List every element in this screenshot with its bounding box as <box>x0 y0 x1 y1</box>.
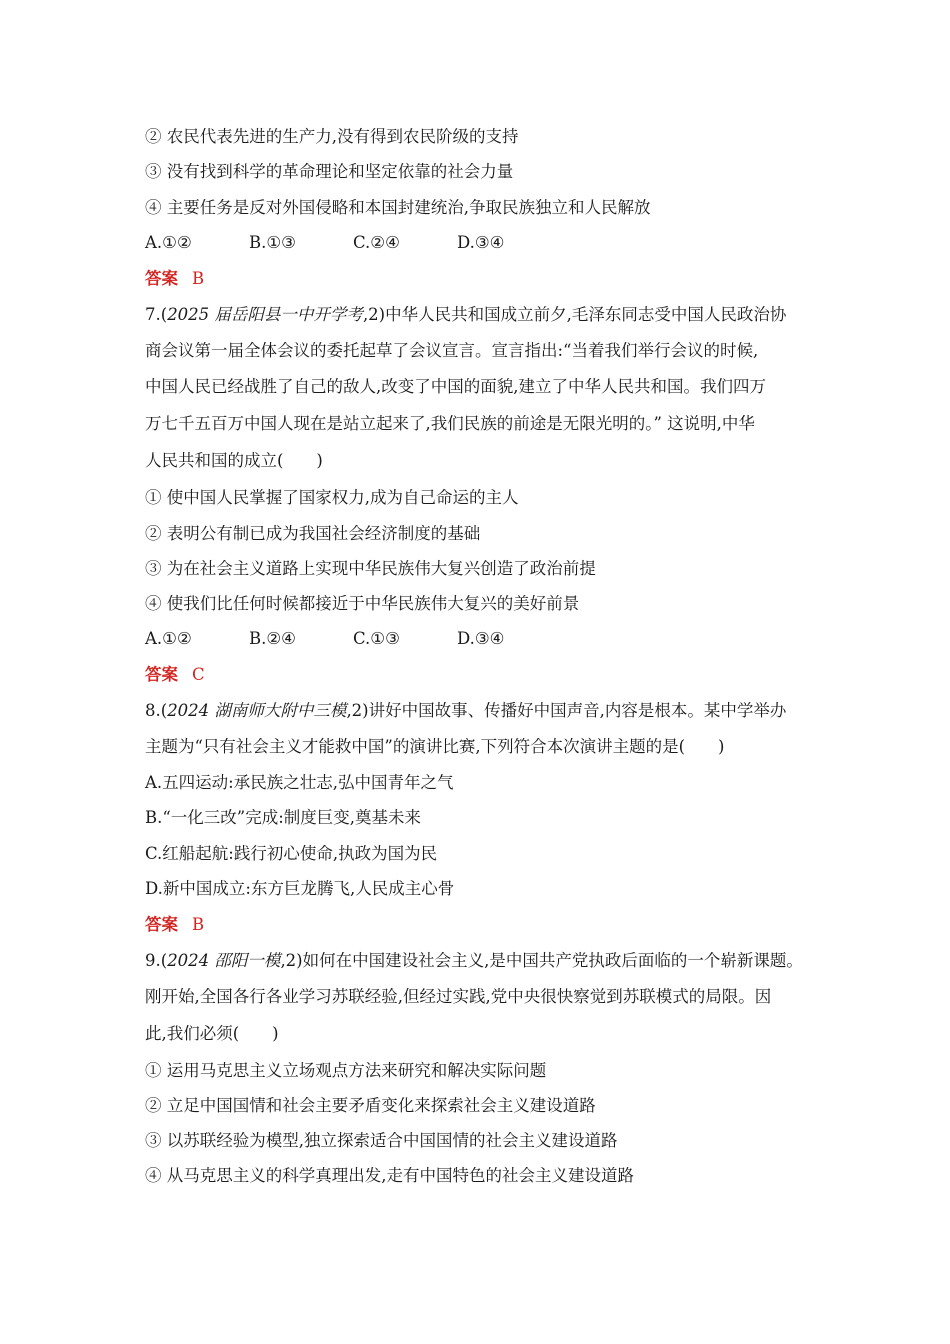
q9-item-1: ① 运用马克思主义立场观点方法来研究和解决实际问题 <box>145 1061 547 1080</box>
q7-answer <box>145 664 205 686</box>
q9-item-4: ④ 从马克思主义的科学真理出发,走有中国特色的社会主义建设道路 <box>145 1166 634 1185</box>
q9-stem-tail: ,2)如何在中国建设社会主义,是中国共产党执政后面临的一个崭新课题。 <box>280 951 803 970</box>
q6-answer <box>145 268 204 290</box>
q7-item-1: ① 使中国人民掌握了国家权力,成为自己命运的主人 <box>145 488 519 507</box>
q7-stem-line-3: 中国人民已经战胜了自己的敌人,改变了中国的面貌,建立了中华人民共和国。我们四万 <box>145 377 766 396</box>
q6-answer-value: B <box>192 269 205 288</box>
q9-item-3: ③ 以苏联经验为模型,独立探索适合中国国情的社会主义建设道路 <box>145 1131 618 1150</box>
q7-stem-line-2: 商会议第一届全体会议的委托起草了会议宣言。宣言指出:“当着我们举行会议的时候, <box>145 341 759 360</box>
q6-answer-label: 答案 <box>145 269 178 288</box>
q7-stem-line-4: 万七千五百万中国人现在是站立起来了,我们民族的前途是无限光明的。” 这说明,中华 <box>145 414 755 433</box>
q9-stem-line-2: 刚开始,全国各行各业学习苏联经验,但经过实践,党中央很快察觉到苏联模式的局限。因 <box>145 987 772 1006</box>
q6-option-b: B.①③ <box>249 233 296 252</box>
q8-option-a: A.五四运动:承民族之壮志,弘中国青年之气 <box>145 773 454 792</box>
q8-stem-line-2: 主题为“只有社会主义才能救中国”的演讲比赛,下列符合本次演讲主题的是( ) <box>145 737 725 756</box>
q8-option-d: D.新中国成立:东方巨龙腾飞,人民成主心骨 <box>145 879 455 898</box>
q8-answer-value: B <box>192 915 205 934</box>
q8-option-b: B.“一化三改”完成:制度巨变,奠基未来 <box>145 808 422 827</box>
q8-stem-line-1 <box>145 700 786 722</box>
q7-number: 7.( <box>145 305 168 324</box>
q7-item-2: ② 表明公有制已成为我国社会经济制度的基础 <box>145 524 481 543</box>
q6-item-2: ② 农民代表先进的生产力,没有得到农民阶级的支持 <box>145 127 519 146</box>
q7-stem-line-1 <box>145 304 786 326</box>
q6-item-3: ③ 没有找到科学的革命理论和坚定依靠的社会力量 <box>145 162 514 181</box>
q7-source: 2025 届岳阳县一中开学考 <box>167 305 363 324</box>
q6-option-a: A.①② <box>145 233 192 252</box>
q7-option-b: B.②④ <box>249 629 296 648</box>
q7-item-3: ③ 为在社会主义道路上实现中华民族伟大复兴创造了政治前提 <box>145 559 596 578</box>
q8-answer <box>145 914 204 936</box>
q9-source: 2024 邵阳一模 <box>167 951 281 970</box>
q6-options <box>145 232 561 254</box>
q9-number: 9.( <box>145 951 168 970</box>
q7-options <box>145 628 561 650</box>
q7-answer-value: C <box>192 665 205 684</box>
q7-option-d: D.③④ <box>457 629 505 648</box>
q8-source: 2024 湖南师大附中三模 <box>167 701 347 720</box>
q7-option-c: C.①③ <box>353 629 400 648</box>
q9-item-2: ② 立足中国国情和社会主要矛盾变化来探索社会主义建设道路 <box>145 1096 596 1115</box>
q9-stem-line-1 <box>145 950 803 972</box>
q7-option-a: A.①② <box>145 629 192 648</box>
q6-item-4: ④ 主要任务是反对外国侵略和本国封建统治,争取民族独立和人民解放 <box>145 198 651 217</box>
q9-stem-line-3: 此,我们必须( ) <box>145 1024 279 1043</box>
q7-answer-label: 答案 <box>145 665 178 684</box>
q8-number: 8.( <box>145 701 168 720</box>
q6-option-c: C.②④ <box>353 233 400 252</box>
q7-item-4: ④ 使我们比任何时候都接近于中华民族伟大复兴的美好前景 <box>145 594 580 613</box>
q8-option-c: C.红船起航:践行初心使命,执政为国为民 <box>145 844 438 863</box>
q7-stem-tail: ,2)中华人民共和国成立前夕,毛泽东同志受中国人民政治协 <box>362 305 787 324</box>
q6-option-d: D.③④ <box>457 233 505 252</box>
q7-stem-line-5: 人民共和国的成立( ) <box>145 451 323 470</box>
q8-stem-tail: ,2)讲好中国故事、传播好中国声音,内容是根本。某中学举办 <box>346 701 787 720</box>
q8-answer-label: 答案 <box>145 915 178 934</box>
